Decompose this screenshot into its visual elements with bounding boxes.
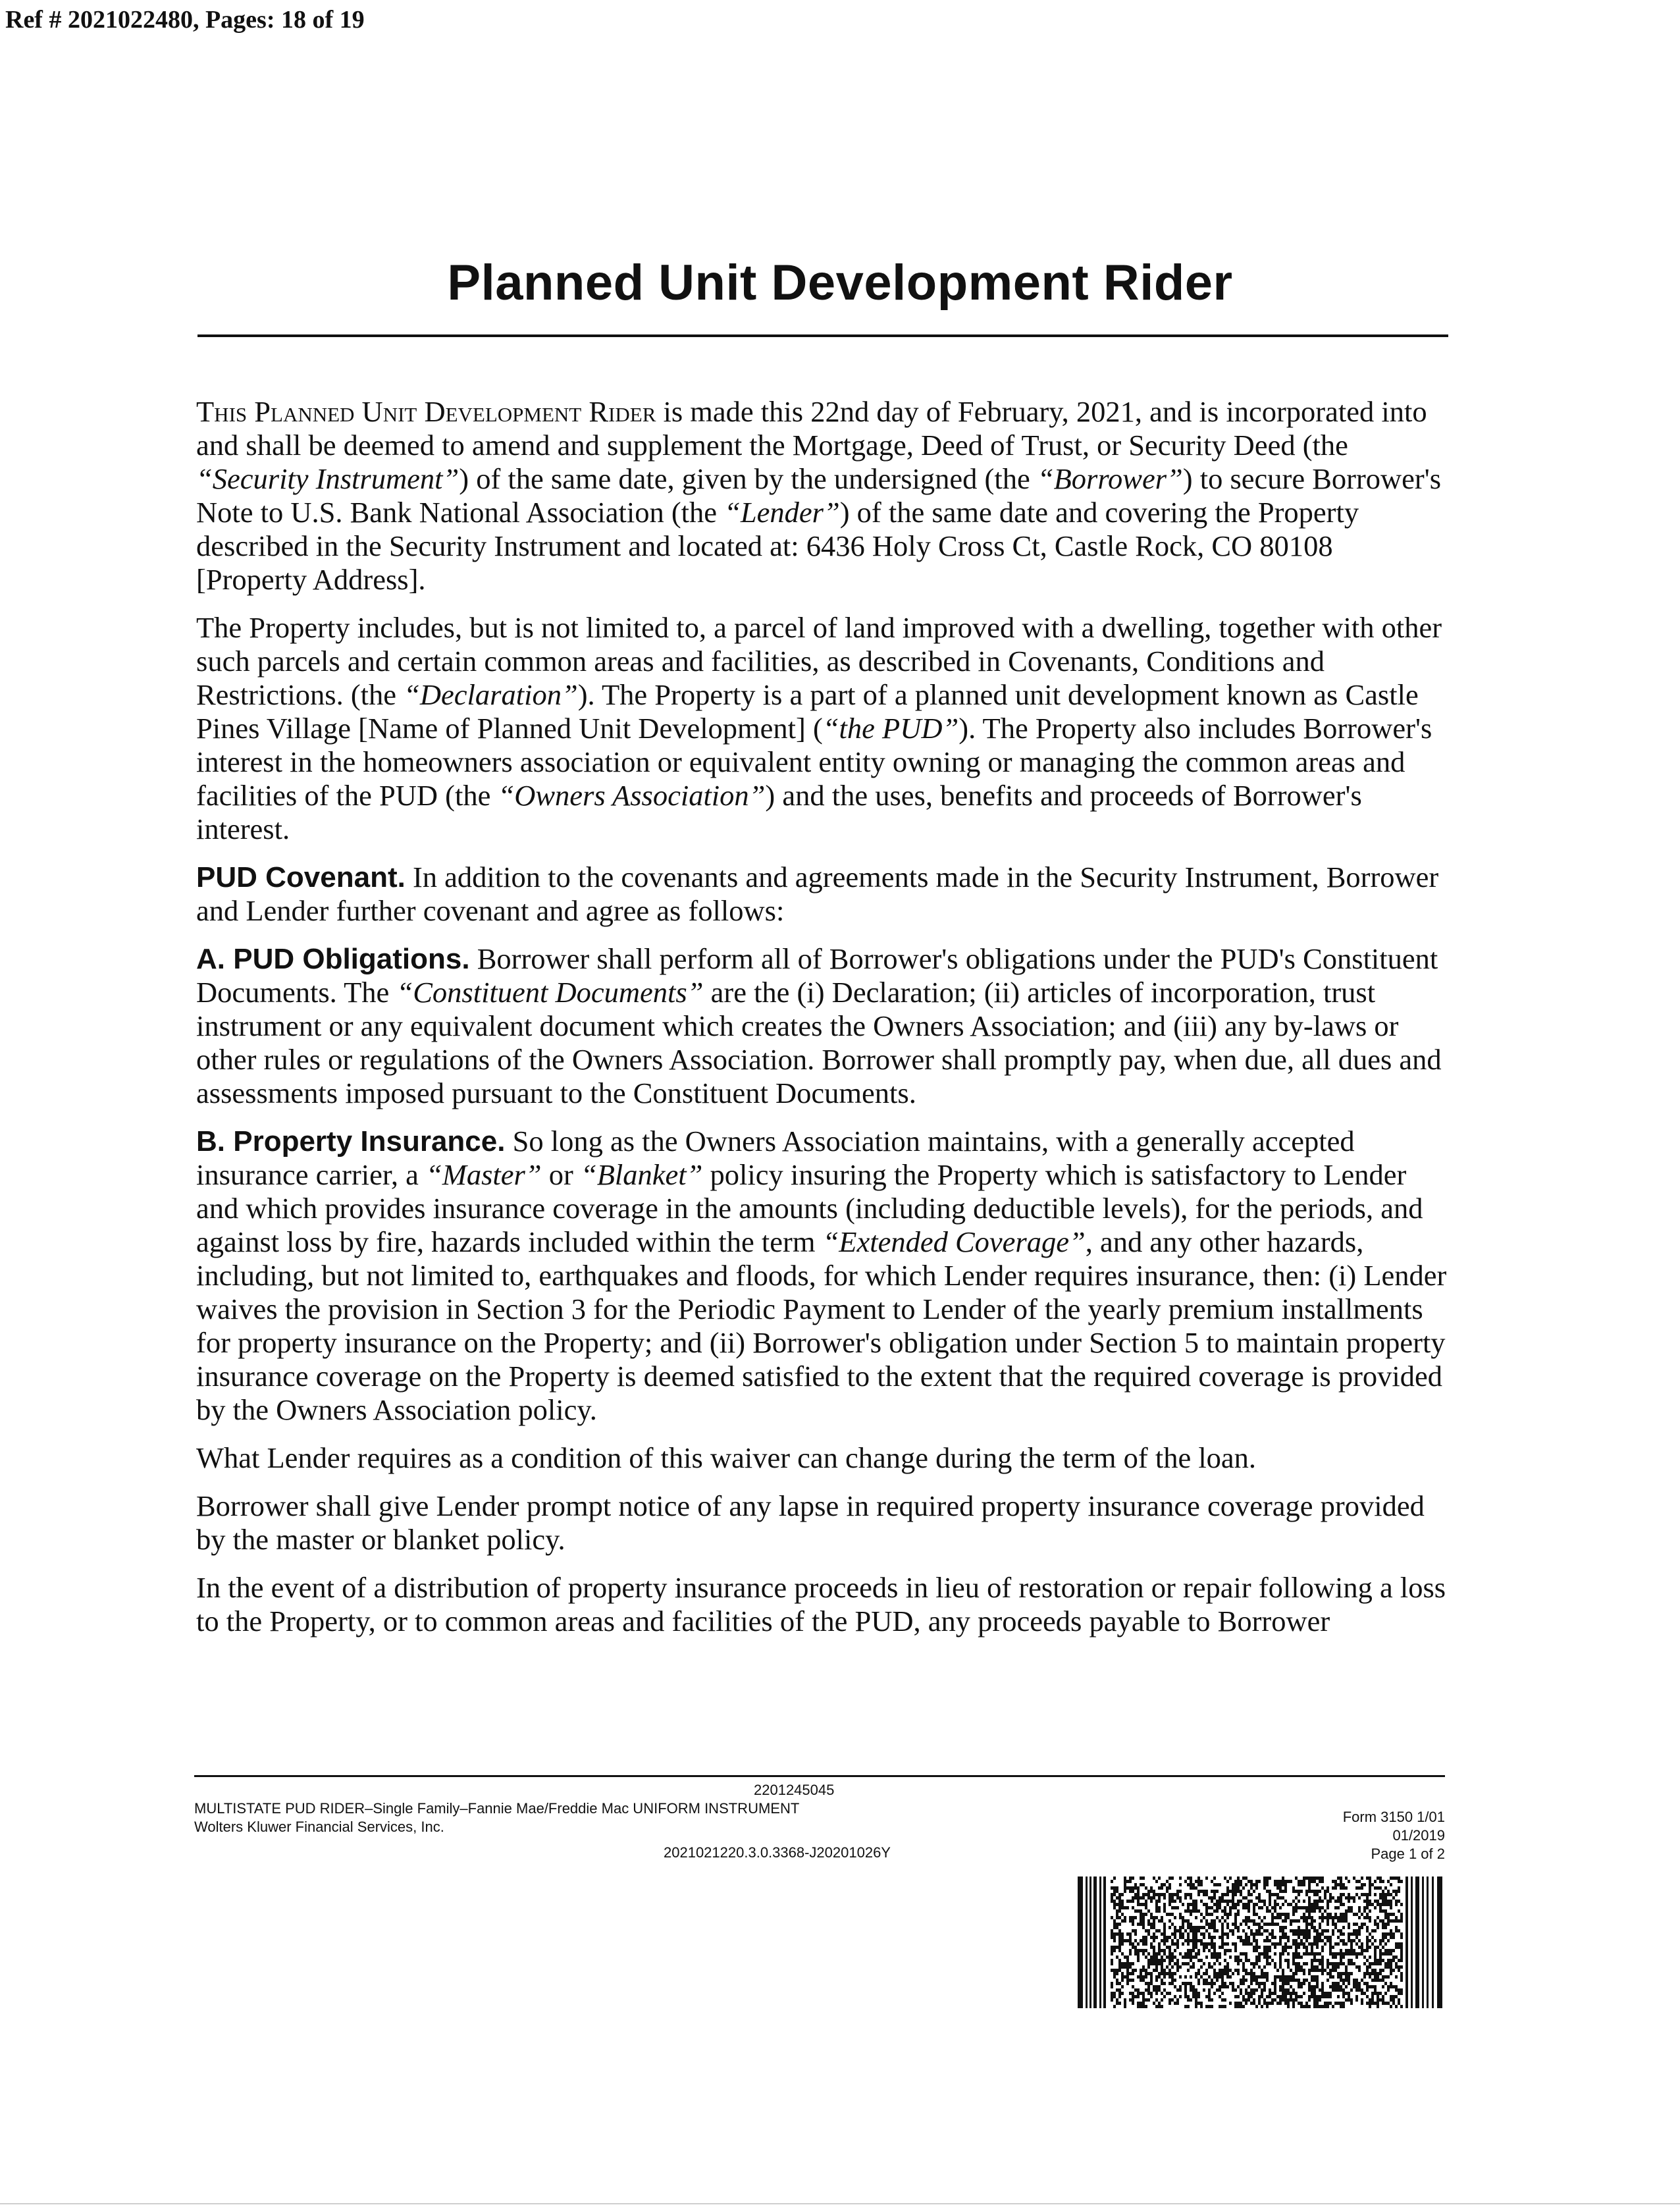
page-number: Page 1 of 2 [1371,1846,1445,1862]
pud-covenant-paragraph: PUD Covenant. In addition to the covenants and agreements made in the Security Instrument, Borrower and Lender further covenant and agree as follows: [196,861,1439,927]
property-insurance-heading: B. Property Insurance. [196,1125,506,1158]
rider-lead: This Planned Unit Development Rider [196,395,656,428]
loan-number: 2201245045 [754,1782,835,1798]
property-insurance-paragraph: B. Property Insurance. So long as the Owners Association maintains, with a generally accepted insurance carrier, a “Master” or “Blanket” policy insuring the Property which is satisfactory to Lender and which provides insurance coverage in the amounts (including deductible levels), for the periods, and against loss by fire, hazards included within the term “Extended Coverage”, and any other hazards, including, but not limited to, earthquakes and floods, for which Lender requires insurance, then: (i) Lender waives the provision in Section 3 for the Periodic Payment to Lender of the yearly premium installments for property insurance on the Property; and (ii) Borrower's obligation under Section 5 to maintain property insurance coverage on the Property is deemed satisfied to the extent that the required coverage is provided by the Owners Association policy. [196,1125,1447,1426]
publisher: Wolters Kluwer Financial Services, Inc. [194,1819,444,1835]
document-title: Planned Unit Development Rider [447,255,1233,311]
document-body [196,395,1447,1653]
document-id: 2021021220.3.0.3368-J20201026Y [664,1844,891,1861]
form-number: Form 3150 1/01 [1342,1809,1445,1825]
distribution-paragraph: In the event of a distribution of property insurance proceeds in lieu of restoration or repair following a loss to the Property, or to common areas and facilities of the PUD, any proceeds payable to Borrower [196,1571,1446,1637]
reference-header: Ref # 2021022480, Pages: 18 of 19 [5,6,365,34]
property-paragraph: The Property includes, but is not limited to, a parcel of land improved with a dwelling, together with other such parcels and certain common areas and facilities, as described in Covenants, Conditions and Restrictions. (the “Declaration”). The Property is a part of a planned unit development known as Castle Pines Village [Name of Planned Unit Development] (“the PUD”). The Property also includes Borrower's interest in the homeowners association or equivalent entity owning or managing the common areas and facilities of the PUD (the “Owners Association”) and the uses, benefits and proceeds of Borrower's interest. [196,611,1442,845]
scan-edge-line [0,2203,1680,2204]
pud-covenant-heading: PUD Covenant. [196,861,406,893]
pud-obligations-paragraph: A. PUD Obligations. Borrower shall perform all of Borrower's obligations under the PUD's Constituent Documents. The “Constituent Documents” are the (i) Declaration; (ii) articles of incorporation, trust instrument or any equivalent document which creates the Owners Association; and (iii) any by-laws or other rules or regulations of the Owners Association. Borrower shall promptly pay, when due, all dues and assessments imposed pursuant to the Constituent Documents. [196,942,1442,1109]
footer-rule [194,1775,1445,1777]
intro-paragraph: This Planned Unit Development Rider is made this 22nd day of February, 2021, and is incorporated into and shall be deemed to amend and supplement the Mortgage, Deed of Trust, or Security Deed (the “Security Instrument”) of the same date, given by the undersigned (the “Borrower”) to secure Borrower's Note to U.S. Bank National Association (the “Lender”) of the same date and covering the Property described in the Security Instrument and located at: 6436 Holy Cross Ct, Castle Rock, CO 80108 [Property Address]. [196,395,1442,596]
pdf417-barcode-icon [1076,1876,1445,2008]
pud-obligations-heading: A. PUD Obligations. [196,943,470,975]
form-revision: 01/2019 [1392,1827,1445,1844]
title-rule [197,334,1448,337]
barcode-grid [1111,1876,1403,2008]
waiver-paragraph: What Lender requires as a condition of this waiver can change during the term of the loan. [196,1441,1257,1474]
form-name: MULTISTATE PUD RIDER–Single Family–Fannie Mae/Freddie Mac UNIFORM INSTRUMENT [194,1800,800,1817]
notice-paragraph: Borrower shall give Lender prompt notice of any lapse in required property insurance coverage provided by the master or blanket policy. [196,1489,1425,1556]
